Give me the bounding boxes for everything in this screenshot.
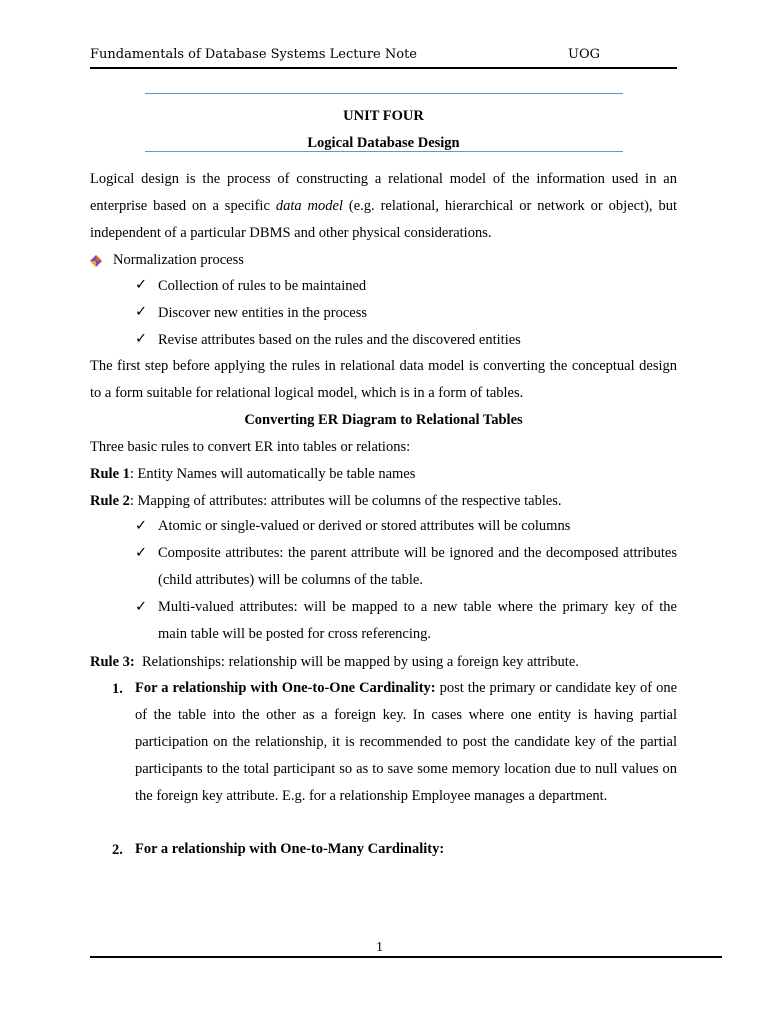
list-number: 2. bbox=[112, 842, 123, 858]
footer-rule bbox=[90, 956, 722, 958]
diamond-bullet-icon bbox=[90, 255, 102, 267]
normalization-item: Revise attributes based on the rules and the discovered entities bbox=[158, 332, 521, 348]
page-header bbox=[90, 47, 677, 69]
rule-2: Rule 2: Mapping of attributes: attributes will be columns of the respective tables. bbox=[90, 493, 562, 509]
rule-3: Rule 3: Relationships: relationship will be mapped by using a foreign key attribute. bbox=[90, 654, 579, 670]
normalization-label: Normalization process bbox=[113, 252, 244, 268]
check-icon: ✓ bbox=[135, 545, 148, 561]
rule-1: Rule 1: Entity Names will automatically be table names bbox=[90, 466, 416, 482]
check-icon: ✓ bbox=[135, 304, 148, 320]
list-number: 1. bbox=[112, 681, 123, 697]
check-icon: ✓ bbox=[135, 331, 148, 347]
three-rules-intro: Three basic rules to convert ER into tables or relations: bbox=[90, 439, 411, 455]
normalization-item: Discover new entities in the process bbox=[158, 305, 367, 321]
one-to-many-paragraph: For a relationship with One-to-Many Cardinality: bbox=[135, 841, 445, 857]
one-to-one-paragraph: For a relationship with One-to-One Cardinality: post the primary or candidate key of one of the table into the other as a foreign key. In cases where one entity is having partial participation on the relationship, it is recommended to post the candidate key of the partial participants to the total participant so as to save some memory location due to null values on the foreign key attribute. E.g. for a relationship Employee manages a department. bbox=[135, 680, 677, 804]
header-institution: UOG bbox=[568, 47, 600, 62]
rule-2-item: Composite attributes: the parent attribute will be ignored and the decomposed attributes (child attributes) will be columns of the table. bbox=[158, 545, 677, 588]
header-title: Fundamentals of Database Systems Lecture Note bbox=[90, 47, 417, 62]
unit-title: Logical Database Design bbox=[307, 135, 460, 151]
normalization-item: Collection of rules to be maintained bbox=[158, 278, 367, 294]
first-step-paragraph: The first step before applying the rules in relational data model is converting the conceptual design to a form suitable for relational logical model, which is in a form of tables. bbox=[90, 358, 677, 401]
rule-2-item: Atomic or single-valued or derived or stored attributes will be columns bbox=[158, 518, 571, 534]
title-bottom-rule bbox=[145, 151, 623, 152]
intro-paragraph: Logical design is the process of constructing a relational model of the information used in an enterprise based on a specific data model (e.g. relational, hierarchical or network or object), but independent of a particular DBMS and other physical considerations. bbox=[90, 171, 677, 241]
rule-2-item: Multi-valued attributes: will be mapped to a new table where the primary key of the main table will be posted for cross referencing. bbox=[158, 599, 677, 642]
page-number: 1 bbox=[376, 940, 383, 955]
check-icon: ✓ bbox=[135, 599, 148, 615]
title-top-rule bbox=[145, 93, 623, 94]
section-heading: Converting ER Diagram to Relational Tables bbox=[244, 412, 523, 428]
unit-heading: UNIT FOUR bbox=[343, 108, 424, 124]
check-icon: ✓ bbox=[135, 277, 148, 293]
check-icon: ✓ bbox=[135, 518, 148, 534]
